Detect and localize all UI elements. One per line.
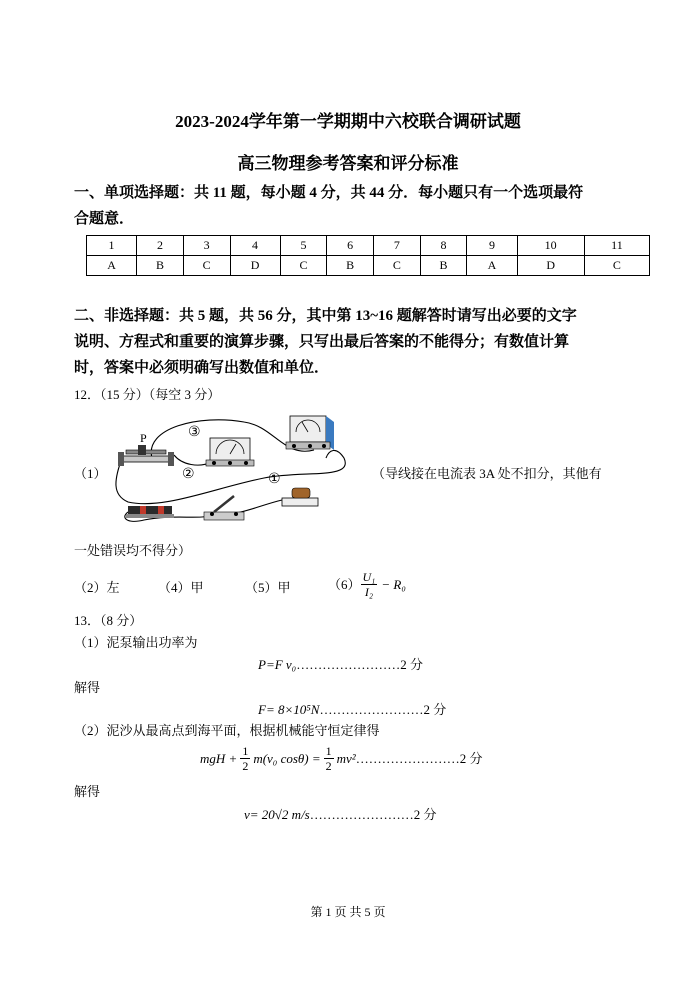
q13-f3-a: mgH + xyxy=(200,750,238,766)
page-subtitle: 高三物理参考答案和评分标准 xyxy=(237,154,459,173)
table-cell: 2 xyxy=(137,236,184,256)
q13-solve2: 解得 xyxy=(74,784,101,799)
section1-heading xyxy=(74,180,634,232)
rheostat-icon xyxy=(118,445,174,466)
answer-table xyxy=(86,235,650,276)
section2-heading-line1: 二、非选择题：共 5 题，共 56 分，其中第 13~16 题解答时请写出必要的文字 xyxy=(74,308,577,324)
q13-f3-half-2 xyxy=(324,744,334,773)
q13-formula-power xyxy=(258,656,423,674)
q12-part1-label: （1） xyxy=(74,466,107,481)
q13-f3-half-1 xyxy=(240,744,250,773)
q12-header: 12．（15 分）（每空 3 分） xyxy=(74,387,221,402)
label-circle-1: ① xyxy=(268,471,281,487)
q13-f3-half-2-num: 1 xyxy=(325,744,332,758)
q12-part4: （4）甲 xyxy=(158,580,204,595)
table-cell: 6 xyxy=(327,236,374,256)
q13-f3-half-1-num: 1 xyxy=(242,744,249,758)
answer-table-numbers-row xyxy=(87,236,650,256)
section2-heading xyxy=(74,303,634,381)
q13-f3-points: ……………………2 分 xyxy=(355,750,483,766)
q12-part5: （5）甲 xyxy=(245,580,291,595)
table-cell: 7 xyxy=(374,236,421,256)
table-cell: 3 xyxy=(183,236,230,256)
q13-f2: F= 8×10⁵N xyxy=(258,702,320,717)
q12-part6-numerator: U₁ xyxy=(362,570,376,584)
table-cell: B xyxy=(327,256,374,276)
table-cell: 9 xyxy=(467,236,517,256)
q12-part6-fraction xyxy=(361,570,378,599)
q12-part6-tail: − R₀ xyxy=(381,576,406,592)
table-cell: 10 xyxy=(517,236,584,256)
q13-header: 13．（8 分） xyxy=(74,613,143,628)
table-cell: C xyxy=(374,256,421,276)
label-circle-2: ② xyxy=(182,466,195,482)
q13-f2-points: ……………………2 分 xyxy=(319,702,447,717)
q13-f4-points: ……………………2 分 xyxy=(309,807,437,822)
q13-f1: P=F v₀ xyxy=(258,657,297,672)
switch-icon xyxy=(204,496,244,520)
q12-part6 xyxy=(328,570,406,599)
resistor-icon xyxy=(282,488,318,506)
table-cell: A xyxy=(467,256,517,276)
table-cell: 11 xyxy=(584,236,649,256)
q13-formula-energy xyxy=(200,744,482,773)
q13-part1-text: （1）泥泵输出功率为 xyxy=(74,635,198,650)
voltmeter-icon xyxy=(286,416,334,450)
table-cell: 5 xyxy=(280,236,327,256)
section2-heading-line2: 说明、方程式和重要的演算步骤，只写出最后答案的不能得分；有数值计算 xyxy=(74,334,570,350)
q13-f3-half-2-den: 2 xyxy=(325,759,332,773)
table-cell: B xyxy=(420,256,467,276)
circuit-diagram xyxy=(104,410,354,528)
q13-part2-text: （2）泥沙从最高点到海平面，根据机械能守恒定律得 xyxy=(74,723,380,738)
table-cell: 1 xyxy=(87,236,137,256)
q13-f1-points: ……………………2 分 xyxy=(296,657,423,672)
q12-part6-label: （6） xyxy=(328,576,361,592)
q12-part1-note: （导线接在电流表 3A 处不扣分，其他有 xyxy=(372,466,602,481)
q13-f4: v= 20√2 m/s xyxy=(244,807,310,822)
table-cell: C xyxy=(280,256,327,276)
table-cell: D xyxy=(517,256,584,276)
q13-f3-c: mv² xyxy=(336,750,356,766)
table-cell: A xyxy=(87,256,137,276)
table-cell: D xyxy=(230,256,280,276)
q12-part6-denominator: I₂ xyxy=(364,585,374,599)
section1-heading-line1: 一、单项选择题：共 11 题，每小题 4 分，共 44 分．每小题只有一个选项最符 xyxy=(74,185,584,201)
q13-f3-half-1-den: 2 xyxy=(242,759,249,773)
q12-part1-note-cont: 一处错误均不得分） xyxy=(74,543,192,558)
battery-icon xyxy=(126,506,174,518)
table-cell: B xyxy=(137,256,184,276)
q12-part2: （2）左 xyxy=(74,580,120,595)
section2-heading-line3: 时，答案中必须明确写出数值和单位． xyxy=(74,360,330,376)
table-cell: 4 xyxy=(230,236,280,256)
q13-f3-b: m(v₀ cosθ) = xyxy=(253,750,321,766)
table-cell: C xyxy=(584,256,649,276)
label-circle-3: ③ xyxy=(188,424,201,440)
q13-formula-force xyxy=(258,701,446,719)
answer-table-answers-row xyxy=(87,256,650,276)
label-p: P xyxy=(140,431,147,445)
table-cell: C xyxy=(183,256,230,276)
ammeter-icon xyxy=(206,438,254,466)
page-title: 2023-2024学年第一学期期中六校联合调研试题 xyxy=(175,112,521,131)
q13-solve1: 解得 xyxy=(74,680,101,695)
table-cell: 8 xyxy=(420,236,467,256)
page-number: 第 1 页 共 5 页 xyxy=(310,905,386,919)
section1-heading-line2: 合题意． xyxy=(74,211,135,227)
q13-formula-velocity xyxy=(244,806,437,824)
